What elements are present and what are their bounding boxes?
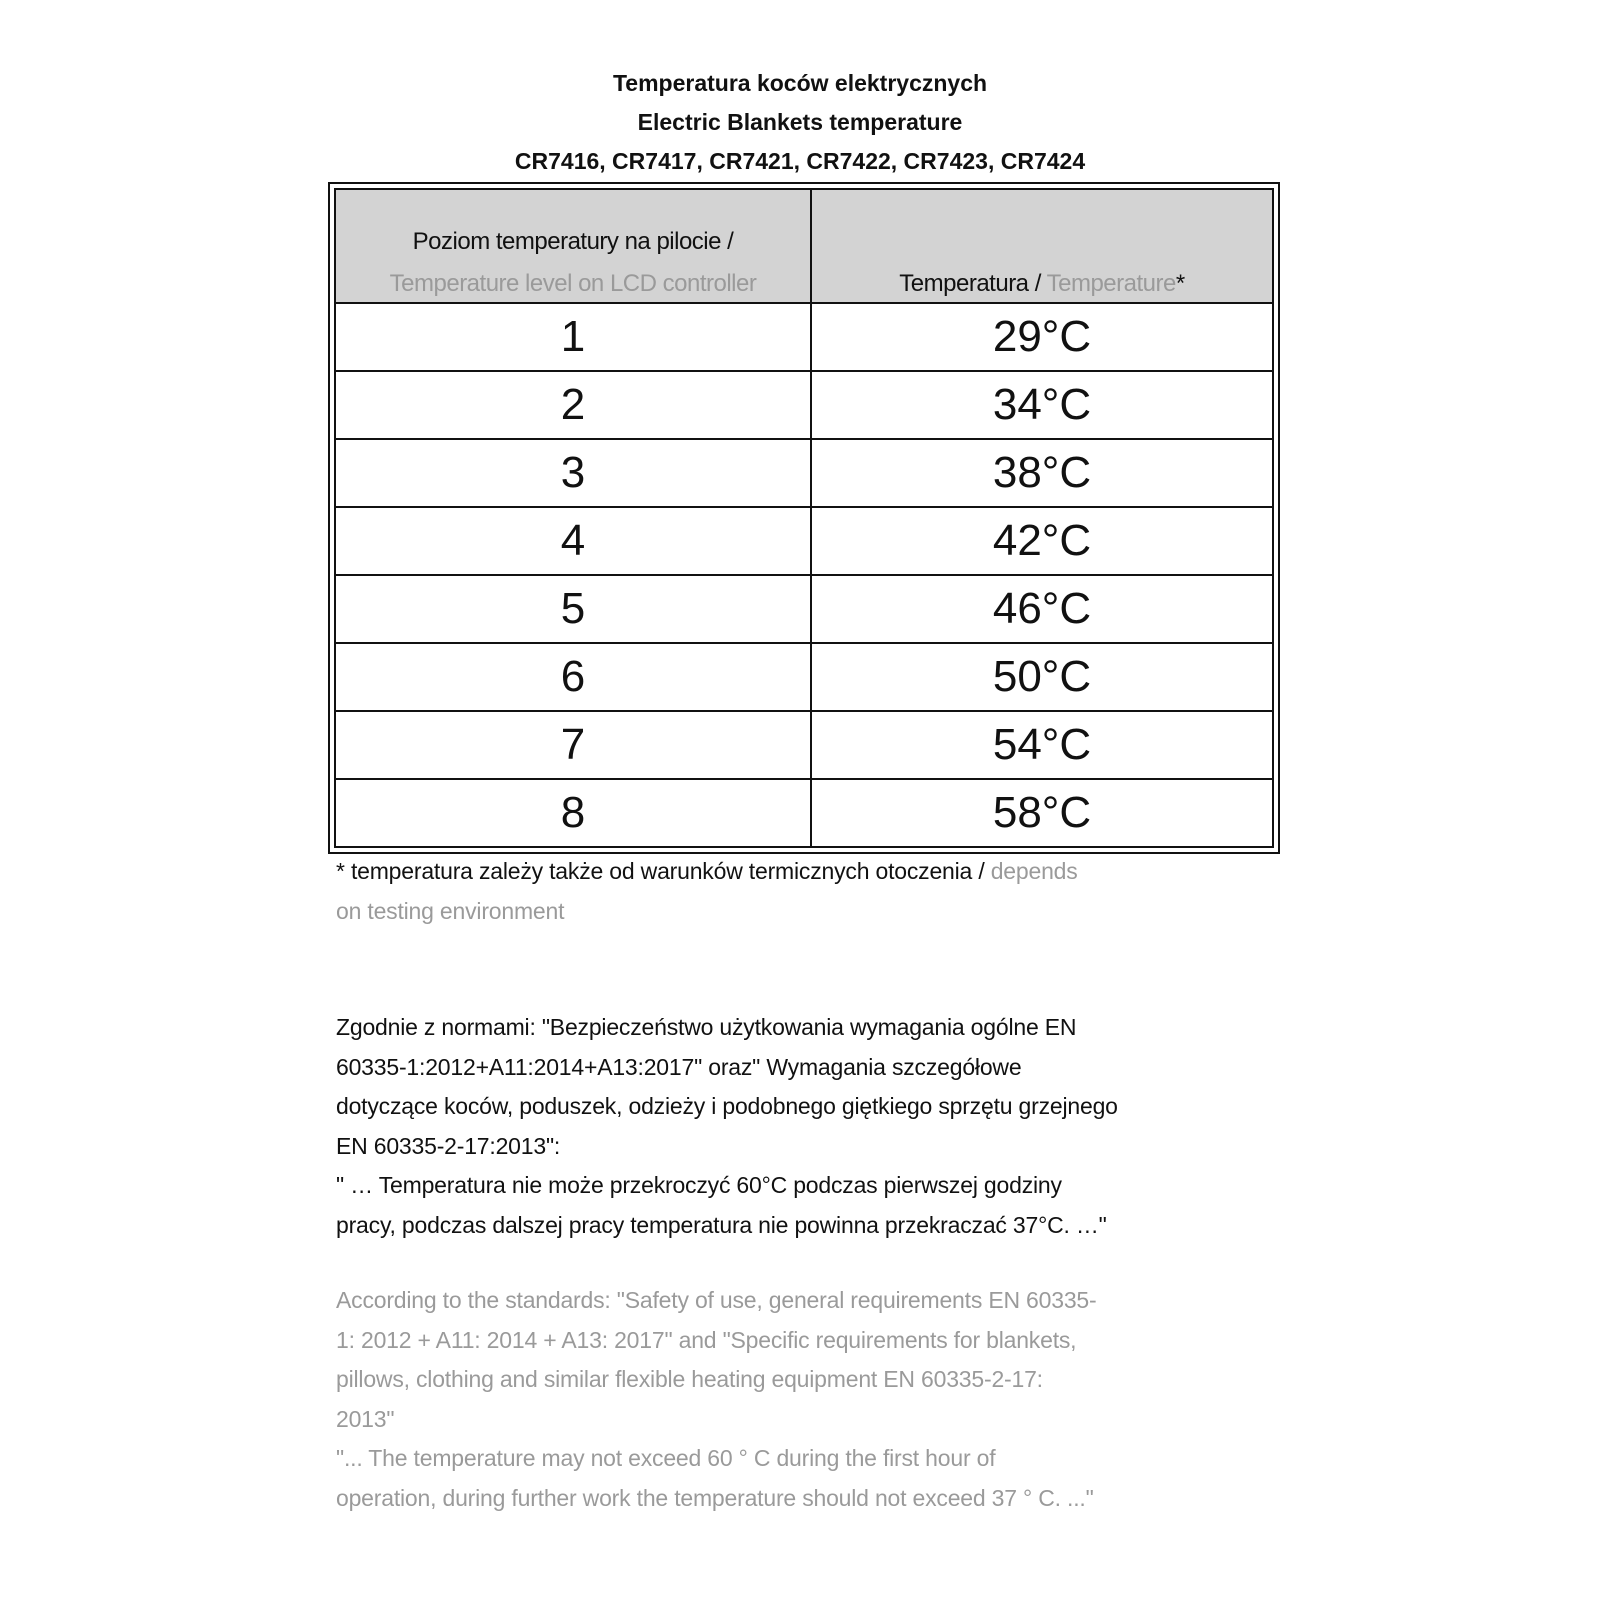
paragraph-line: " … Temperatura nie może przekroczyć 60°C podczas pierwszej godziny: [336, 1172, 1062, 1198]
footnote: [336, 852, 1078, 931]
level-cell: 7: [335, 711, 811, 779]
header-level: [335, 189, 811, 303]
level-cell: 8: [335, 779, 811, 847]
temperature-cell: 42°C: [811, 507, 1273, 575]
paragraph-line: 2013": [336, 1405, 395, 1432]
table-row: [335, 643, 1273, 711]
header-temp-star: *: [1175, 270, 1185, 297]
paragraph-line: operation, during further work the temperature should not exceed 37 ° C. ...": [336, 1484, 1094, 1511]
level-cell: 1: [335, 303, 811, 371]
paragraph-line: pracy, podczas dalszej pracy temperatura nie powinna przekraczać 37°C. …": [336, 1211, 1107, 1238]
title-en: Electric Blankets temperature: [637, 109, 963, 135]
header-temp-pl: Temperatura /: [899, 270, 1047, 297]
temperature-cell: 50°C: [811, 643, 1273, 711]
temperature-table: [334, 188, 1274, 848]
paragraph-line: EN 60335-2-17:2013":: [336, 1132, 561, 1159]
table-row: [335, 779, 1273, 847]
table-row: [335, 575, 1273, 643]
paragraph-line: "... The temperature may not exceed 60 ° C during the first hour of: [336, 1445, 996, 1471]
standards-text-en: [336, 1281, 1096, 1518]
footnote-pl: * temperatura zależy także od warunków termicznych otoczenia /: [336, 858, 991, 884]
temperature-cell: 38°C: [811, 439, 1273, 507]
header-level-pl: Poziom temperatury na pilocie /: [412, 228, 734, 255]
temperature-cell: 34°C: [811, 371, 1273, 439]
table-row: [335, 439, 1273, 507]
temperature-cell: 54°C: [811, 711, 1273, 779]
standards-text-pl: [336, 1008, 1118, 1245]
header-level-en: Temperature level on LCD controller: [389, 270, 757, 297]
header-temp-en: Temperature: [1046, 270, 1176, 297]
table-row: [335, 711, 1273, 779]
table-row: [335, 371, 1273, 439]
paragraph-line: Zgodnie z normami: "Bezpieczeństwo użytkowania wymagania ogólne EN: [336, 1014, 1077, 1040]
model-list: CR7416, CR7417, CR7421, CR7422, CR7423, CR7424: [514, 148, 1086, 174]
table-row: [335, 507, 1273, 575]
table-row: [335, 303, 1273, 371]
paragraph-line: dotyczące koców, poduszek, odzieży i podobnego giętkiego sprzętu grzejnego: [336, 1093, 1118, 1119]
footnote-en-2: on testing environment: [336, 897, 565, 924]
paragraph-line: 1: 2012 + A11: 2014 + A13: 2017" and "Specific requirements for blankets,: [336, 1326, 1077, 1353]
title-pl: Temperatura koców elektrycznych: [612, 70, 988, 96]
paragraph-line: pillows, clothing and similar flexible heating equipment EN 60335-2-17:: [336, 1366, 1043, 1392]
temperature-cell: 46°C: [811, 575, 1273, 643]
temperature-cell: 29°C: [811, 303, 1273, 371]
temperature-cell: 58°C: [811, 779, 1273, 847]
footnote-en-1: depends: [990, 858, 1078, 884]
table-header-row: [335, 189, 1273, 303]
temperature-table-frame: [328, 182, 1280, 854]
level-cell: 4: [335, 507, 811, 575]
paragraph-line: 60335-1:2012+A11:2014+A13:2017" oraz" Wymagania szczegółowe: [336, 1053, 1022, 1080]
level-cell: 6: [335, 643, 811, 711]
header-temperature: [811, 189, 1273, 303]
paragraph-line: According to the standards: "Safety of use, general requirements EN 60335-: [336, 1287, 1097, 1313]
level-cell: 3: [335, 439, 811, 507]
level-cell: 2: [335, 371, 811, 439]
level-cell: 5: [335, 575, 811, 643]
